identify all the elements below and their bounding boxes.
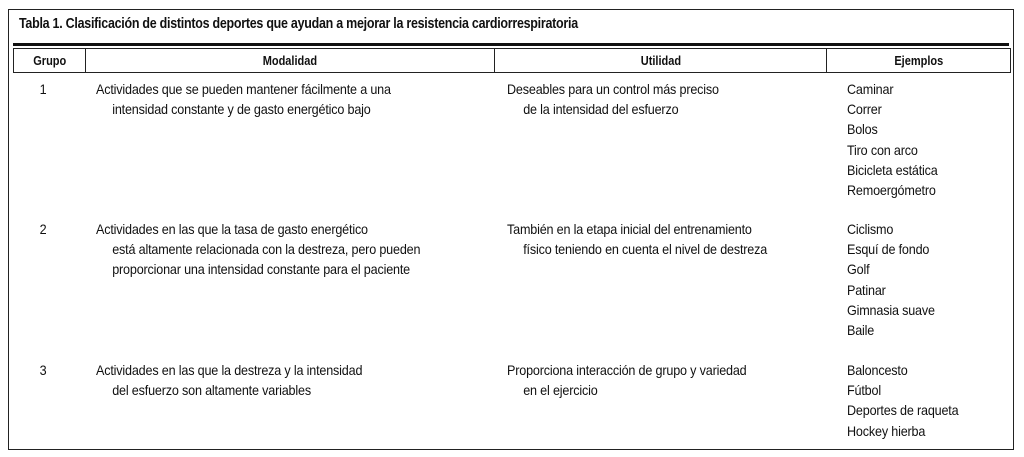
grupo-value: 1 xyxy=(39,81,47,97)
utilidad-line: físico teniendo en cuenta el nivel de destreza xyxy=(523,241,768,258)
modalidad-cell xyxy=(96,219,456,280)
modalidad-line: Actividades en las que la destreza y la intensidad xyxy=(96,362,363,378)
grupo-cell xyxy=(13,219,73,239)
grupo-cell xyxy=(13,360,73,380)
table-title: Tabla 1. Clasificación de distintos deportes que ayudan a mejorar la resistencia cardiorrespiratoria xyxy=(19,16,578,32)
ejemplo-item: Baile xyxy=(847,322,875,339)
modalidad-line: proporcionar una intensidad constante para el paciente xyxy=(112,261,411,278)
table-frame xyxy=(8,9,1014,450)
ejemplo-item: Esquí de fondo xyxy=(847,241,930,258)
modalidad-line: Actividades en las que la tasa de gasto energético xyxy=(96,221,368,237)
modalidad-line: intensidad constante y de gasto energético bajo xyxy=(112,101,371,118)
header-modalidad xyxy=(85,48,495,73)
modalidad-cell xyxy=(96,79,424,119)
header-grupo-label: Grupo xyxy=(33,53,66,68)
header-modalidad-label: Modalidad xyxy=(262,53,318,68)
modalidad-cell xyxy=(96,360,392,400)
grupo-value: 2 xyxy=(39,221,47,237)
modalidad-line: Actividades que se pueden mantener fácilmente a una xyxy=(96,81,391,97)
ejemplo-item: Caminar xyxy=(847,81,894,97)
utilidad-line: Deseables para un control más preciso xyxy=(507,81,719,97)
ejemplo-item: Remoergómetro xyxy=(847,182,936,199)
utilidad-line: de la intensidad del esfuerzo xyxy=(523,101,679,118)
ejemplos-cell xyxy=(847,360,971,441)
ejemplo-item: Tiro con arco xyxy=(847,141,918,158)
ejemplo-item: Bolos xyxy=(847,121,878,138)
ejemplos-cell xyxy=(847,219,945,340)
title-rule xyxy=(13,43,1009,46)
ejemplo-item: Baloncesto xyxy=(847,362,908,378)
ejemplo-item: Deportes de raqueta xyxy=(847,402,959,419)
header-ejemplos-label: Ejemplos xyxy=(894,53,943,68)
ejemplo-item: Bicicleta estática xyxy=(847,161,938,178)
utilidad-line: También en la etapa inicial del entrenamiento xyxy=(507,221,752,237)
modalidad-line: está altamente relacionada con la destreza, pero pueden xyxy=(112,241,421,258)
table-header-row xyxy=(13,48,1009,73)
utilidad-cell xyxy=(507,79,742,119)
header-ejemplos xyxy=(826,48,1011,73)
ejemplos-cell xyxy=(847,79,948,200)
grupo-value: 3 xyxy=(39,362,47,378)
utilidad-cell xyxy=(507,360,773,400)
ejemplo-item: Ciclismo xyxy=(847,221,894,237)
ejemplo-item: Fútbol xyxy=(847,382,881,399)
header-grupo xyxy=(13,48,86,73)
ejemplo-item: Correr xyxy=(847,101,882,118)
modalidad-line: del esfuerzo son altamente variables xyxy=(112,382,311,399)
ejemplo-item: Golf xyxy=(847,261,870,278)
grupo-cell xyxy=(13,79,73,99)
ejemplo-item: Gimnasia suave xyxy=(847,301,935,318)
utilidad-cell xyxy=(507,219,796,259)
ejemplo-item: Patinar xyxy=(847,281,886,298)
ejemplo-item: Hockey hierba xyxy=(847,422,926,439)
header-utilidad-label: Utilidad xyxy=(640,53,681,68)
header-utilidad xyxy=(494,48,827,73)
utilidad-line: en el ejercicio xyxy=(523,382,598,399)
utilidad-line: Proporciona interacción de grupo y variedad xyxy=(507,362,747,378)
